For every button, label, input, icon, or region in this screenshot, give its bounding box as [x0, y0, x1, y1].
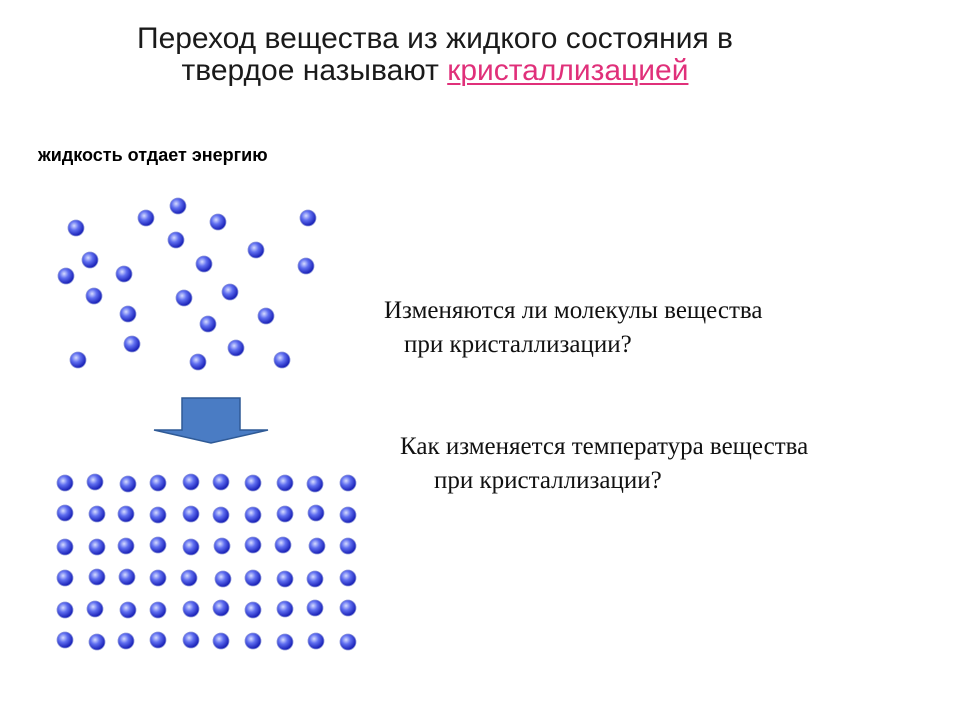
question-molecules-line-2: при кристаллизации? [404, 331, 632, 358]
question-molecules-line-1: Изменяются ли молекулы вещества [384, 297, 763, 324]
liquid-molecule [190, 354, 206, 370]
liquid-molecule [116, 266, 132, 282]
solid-molecule [183, 539, 199, 555]
solid-molecule [57, 505, 73, 521]
solid-molecule [213, 507, 229, 523]
solid-molecule [245, 570, 261, 586]
solid-molecule [340, 538, 356, 554]
solid-molecule [150, 602, 166, 618]
question-temperature-line-2: при кристаллизации? [434, 467, 662, 494]
solid-molecule [308, 505, 324, 521]
crystal-lattice [57, 474, 356, 650]
solid-molecule [57, 570, 73, 586]
solid-molecule [275, 537, 291, 553]
solid-molecule [118, 633, 134, 649]
solid-molecule [213, 474, 229, 490]
liquid-molecule [138, 210, 154, 226]
solid-molecule [150, 475, 166, 491]
solid-molecule [87, 474, 103, 490]
liquid-molecule [300, 210, 316, 226]
solid-molecule [150, 570, 166, 586]
solid-molecule [181, 570, 197, 586]
solid-molecule [183, 632, 199, 648]
solid-molecule [215, 571, 231, 587]
liquid-molecule [68, 220, 84, 236]
solid-molecule [150, 507, 166, 523]
liquid-molecule [298, 258, 314, 274]
energy-caption: жидкость отдает энергию [38, 145, 268, 165]
solid-molecule [245, 602, 261, 618]
down-arrow-icon [154, 398, 268, 443]
solid-molecule [309, 538, 325, 554]
question-temperature-line-1: Как изменяется температура вещества [400, 433, 809, 460]
solid-molecule [87, 601, 103, 617]
solid-molecule [89, 634, 105, 650]
solid-molecule [340, 507, 356, 523]
solid-molecule [245, 475, 261, 491]
liquid-molecule [70, 352, 86, 368]
solid-molecule [340, 475, 356, 491]
liquid-molecule [228, 340, 244, 356]
solid-molecule [183, 474, 199, 490]
solid-molecule [57, 539, 73, 555]
liquid-molecule [222, 284, 238, 300]
solid-molecule [277, 475, 293, 491]
title-line-1: Переход вещества из жидкого состояния в [137, 22, 733, 55]
solid-molecule [150, 537, 166, 553]
solid-molecule [277, 634, 293, 650]
solid-molecule [57, 475, 73, 491]
liquid-molecule [170, 198, 186, 214]
solid-molecule [307, 600, 323, 616]
liquid-molecule [58, 268, 74, 284]
liquid-molecule [176, 290, 192, 306]
liquid-molecule [248, 242, 264, 258]
liquid-molecule [168, 232, 184, 248]
liquid-molecule [274, 352, 290, 368]
solid-molecule [89, 539, 105, 555]
liquid-molecule [120, 306, 136, 322]
solid-molecule [277, 571, 293, 587]
solid-molecule [120, 476, 136, 492]
solid-molecule [245, 633, 261, 649]
solid-molecule [57, 602, 73, 618]
title-prefix: твердое называют [181, 54, 448, 87]
solid-molecule [307, 476, 323, 492]
liquid-molecule [86, 288, 102, 304]
solid-molecule [89, 506, 105, 522]
solid-molecule [57, 632, 73, 648]
liquid-molecules [58, 198, 316, 370]
solid-molecule [214, 538, 230, 554]
solid-molecule [213, 633, 229, 649]
liquid-molecule [82, 252, 98, 268]
solid-molecule [183, 601, 199, 617]
solid-molecule [89, 569, 105, 585]
solid-molecule [307, 571, 323, 587]
solid-molecule [120, 602, 136, 618]
liquid-molecule [200, 316, 216, 332]
solid-molecule [277, 601, 293, 617]
solid-molecule [183, 506, 199, 522]
liquid-molecule [196, 256, 212, 272]
solid-molecule [118, 506, 134, 522]
title-keyword-crystallization: кристаллизацией [447, 54, 689, 87]
solid-molecule [118, 538, 134, 554]
solid-molecule [245, 507, 261, 523]
solid-molecule [277, 506, 293, 522]
solid-molecule [213, 600, 229, 616]
solid-molecule [340, 600, 356, 616]
solid-molecule [119, 569, 135, 585]
solid-molecule [308, 633, 324, 649]
solid-molecule [150, 632, 166, 648]
solid-molecule [340, 570, 356, 586]
liquid-molecule [124, 336, 140, 352]
solid-molecule [340, 634, 356, 650]
liquid-molecule [258, 308, 274, 324]
solid-molecule [245, 537, 261, 553]
liquid-molecule [210, 214, 226, 230]
